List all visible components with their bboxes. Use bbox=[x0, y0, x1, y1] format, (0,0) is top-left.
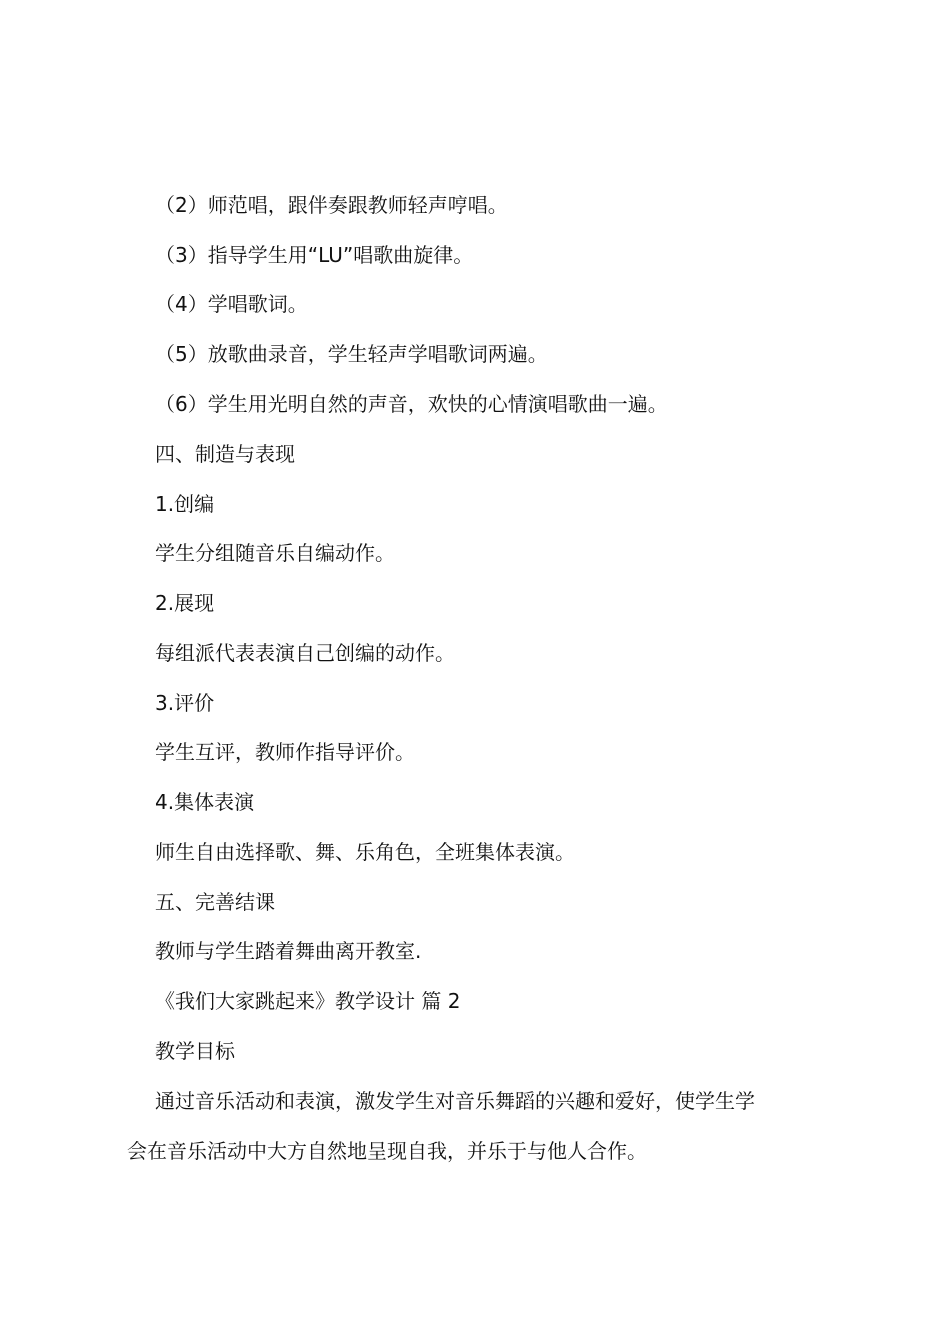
subheading-create: 1.创编 bbox=[155, 492, 215, 516]
section-4-heading: 四、制造与表现 bbox=[155, 442, 295, 466]
teaching-goals-paragraph-line-1: 通过音乐活动和表演，激发学生对音乐舞蹈的兴趣和爱好，使学生学 bbox=[155, 1089, 755, 1113]
teaching-goals-paragraph-line-2: 会在音乐活动中大方自然地呈现自我，并乐于与他人合作。 bbox=[127, 1139, 647, 1163]
subheading-evaluate: 3.评价 bbox=[155, 691, 215, 715]
section-5-heading: 五、完善结课 bbox=[155, 890, 275, 914]
teaching-goals-heading: 教学目标 bbox=[155, 1039, 235, 1063]
subheading-show: 2.展现 bbox=[155, 591, 215, 615]
step-3-line: （3）指导学生用“LU”唱歌曲旋律。 bbox=[155, 243, 474, 267]
step-6-line: （6）学生用光明自然的声音，欢快的心情演唱歌曲一遍。 bbox=[155, 392, 668, 416]
subheading-group-performance: 4.集体表演 bbox=[155, 790, 255, 814]
step-4-line: （4）学唱歌词。 bbox=[155, 292, 308, 316]
step-5-line: （5）放歌曲录音，学生轻声学唱歌词两遍。 bbox=[155, 342, 548, 366]
lesson-2-title: 《我们大家跳起来》教学设计 篇 2 bbox=[155, 989, 461, 1013]
step-2-line: （2）师范唱，跟伴奏跟教师轻声哼唱。 bbox=[155, 193, 508, 217]
paragraph-closing: 教师与学生踏着舞曲离开教室. bbox=[155, 939, 422, 963]
paragraph-group-performance: 师生自由选择歌、舞、乐角色，全班集体表演。 bbox=[155, 840, 575, 864]
paragraph-create: 学生分组随音乐自编动作。 bbox=[155, 541, 395, 565]
paragraph-show: 每组派代表表演自己创编的动作。 bbox=[155, 641, 455, 665]
paragraph-evaluate: 学生互评，教师作指导评价。 bbox=[155, 740, 415, 764]
